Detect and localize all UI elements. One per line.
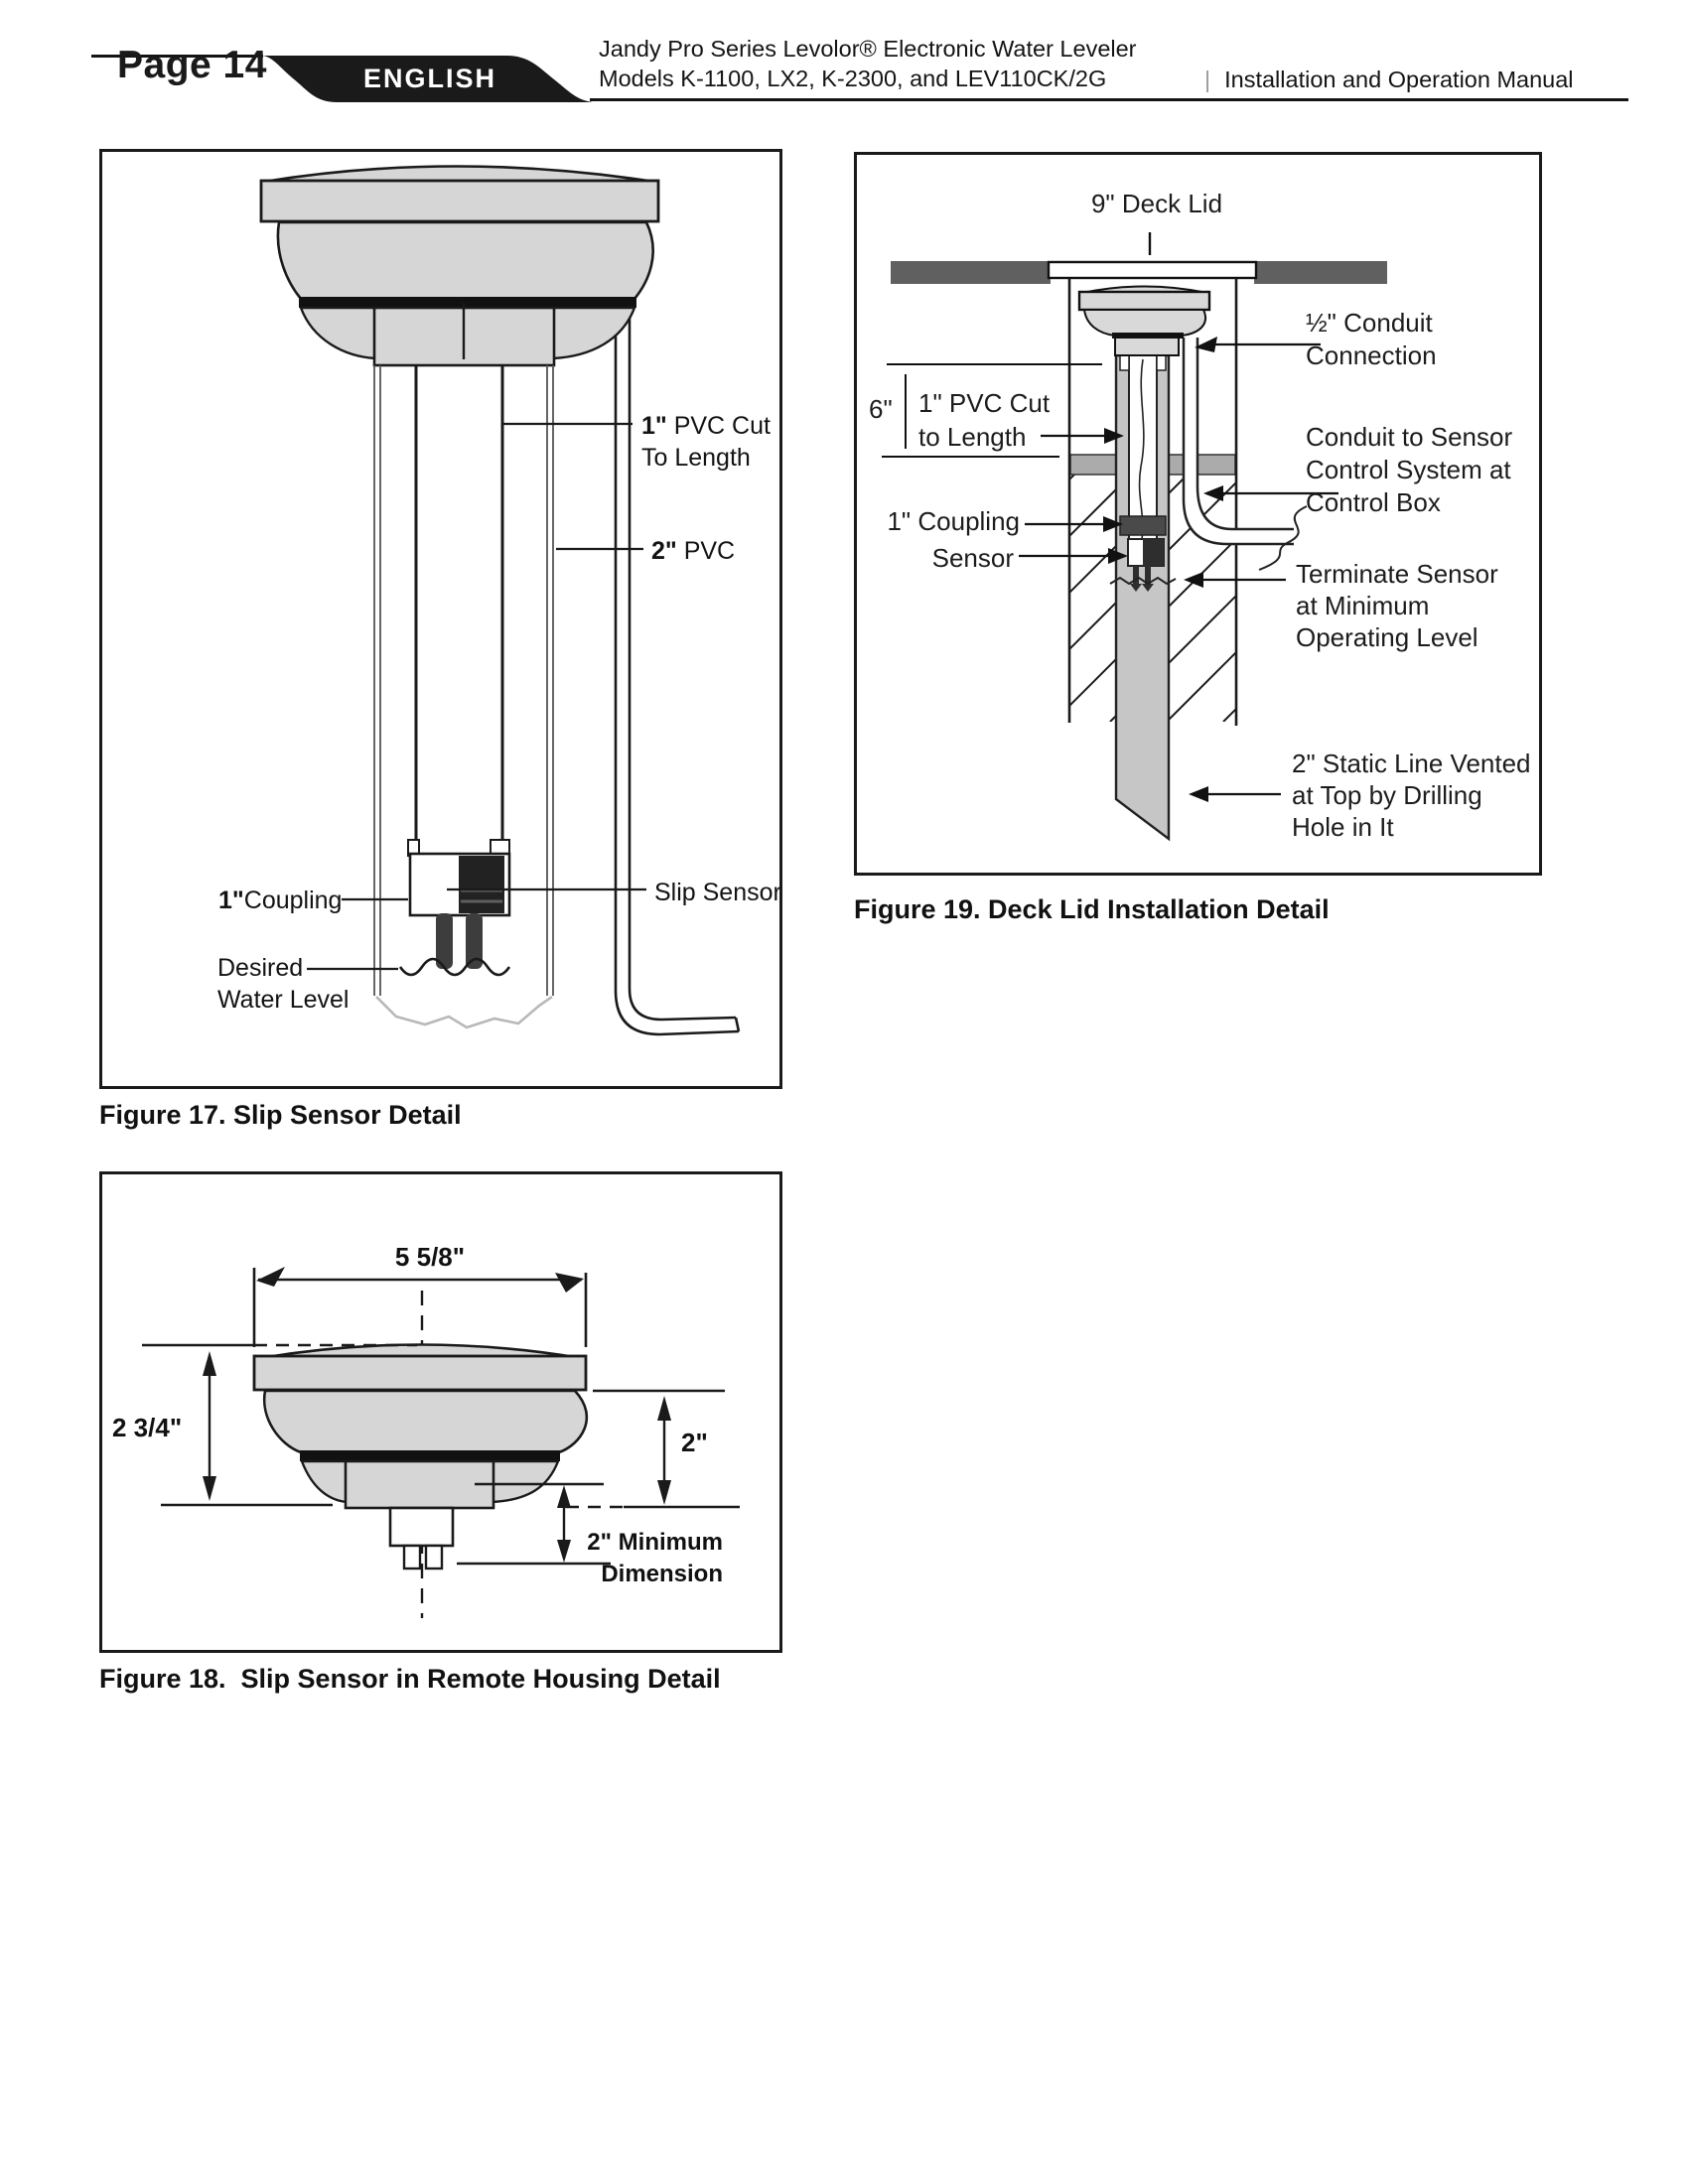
figure17-diagram xyxy=(102,152,779,1086)
label-min-dimension: 2" Minimum Dimension xyxy=(587,1529,723,1587)
slip-sensor-shape xyxy=(459,856,504,913)
figure17-frame xyxy=(99,149,782,1089)
manual-type-label xyxy=(1204,67,1574,93)
leader-lines xyxy=(1019,344,1338,794)
figure18-frame xyxy=(99,1171,782,1653)
float-housing-shape xyxy=(261,167,658,366)
page-number-label: Page 14 xyxy=(117,44,267,86)
language-banner-label: ENGLISH xyxy=(362,64,496,93)
deck-slab-right xyxy=(1254,261,1387,284)
label-desired-water-level: Desired Water Level xyxy=(217,954,350,1014)
figure19-caption: Figure 19. Deck Lid Installation Detail xyxy=(854,894,1330,924)
conduit-shape xyxy=(1184,338,1307,570)
label-conduit-connection: ½" Conduit Connection xyxy=(1306,308,1437,370)
label-sensor: Sensor xyxy=(931,543,1014,573)
label-2in-pvc: 2" PVC xyxy=(651,537,736,565)
label-deck-lid: 9" Deck Lid xyxy=(1090,189,1223,218)
lower-height-dimension xyxy=(566,1391,740,1507)
coupling-shape xyxy=(1120,516,1166,535)
label-width-dim: 5 5/8" xyxy=(394,1242,466,1272)
figure18-caption: Figure 18. Slip Sensor in Remote Housing Detail xyxy=(99,1664,721,1694)
label-slip-sensor: Slip Sensor xyxy=(654,879,781,906)
manual-type-text: Installation and Operation Manual xyxy=(1224,67,1574,92)
document-title-line2: Models K-1100, LX2, K-2300, and LEV110CK/2G xyxy=(599,66,1107,91)
label-lower-height-dim: 2" xyxy=(681,1428,708,1457)
label-static-line: 2" Static Line Vented at Top by Drilling Hole in It xyxy=(1292,749,1531,842)
torn-edge xyxy=(376,997,552,1027)
inner-pvc-pipe-shape xyxy=(416,365,502,842)
sensor-prongs-shape xyxy=(436,913,483,969)
label-pvc-cut: 1" PVC Cut to Length xyxy=(918,388,1051,452)
label-1in-pvc: 1" PVC Cut To Length xyxy=(641,412,771,472)
document-title xyxy=(599,34,1137,93)
label-height-dim: 2 3/4" xyxy=(112,1413,183,1442)
label-conduit-to-sensor: Conduit to Sensor Control System at Control Box xyxy=(1306,422,1513,517)
document-title-line1: Jandy Pro Series Levolor® Electronic Water Leveler xyxy=(599,36,1137,62)
deck-lid-shape xyxy=(1049,262,1256,278)
figure17-caption: Figure 17. Slip Sensor Detail xyxy=(99,1100,462,1130)
header-rule-right xyxy=(590,98,1628,101)
label-terminate-sensor: Terminate Sensor at Minimum Operating Level xyxy=(1296,559,1498,652)
width-dimension xyxy=(254,1268,586,1347)
figure19-frame xyxy=(854,152,1542,876)
header-separator: | xyxy=(1204,67,1211,92)
water-level-wave xyxy=(400,959,509,975)
label-1in-coupling: 1"Coupling xyxy=(218,887,343,914)
label-six-inch: 6" xyxy=(869,394,893,424)
standpipe-shape xyxy=(616,223,739,1034)
label-coupling: 1" Coupling xyxy=(887,506,1020,536)
deck-slab-left xyxy=(891,261,1051,284)
remote-housing-shape xyxy=(254,1345,587,1570)
